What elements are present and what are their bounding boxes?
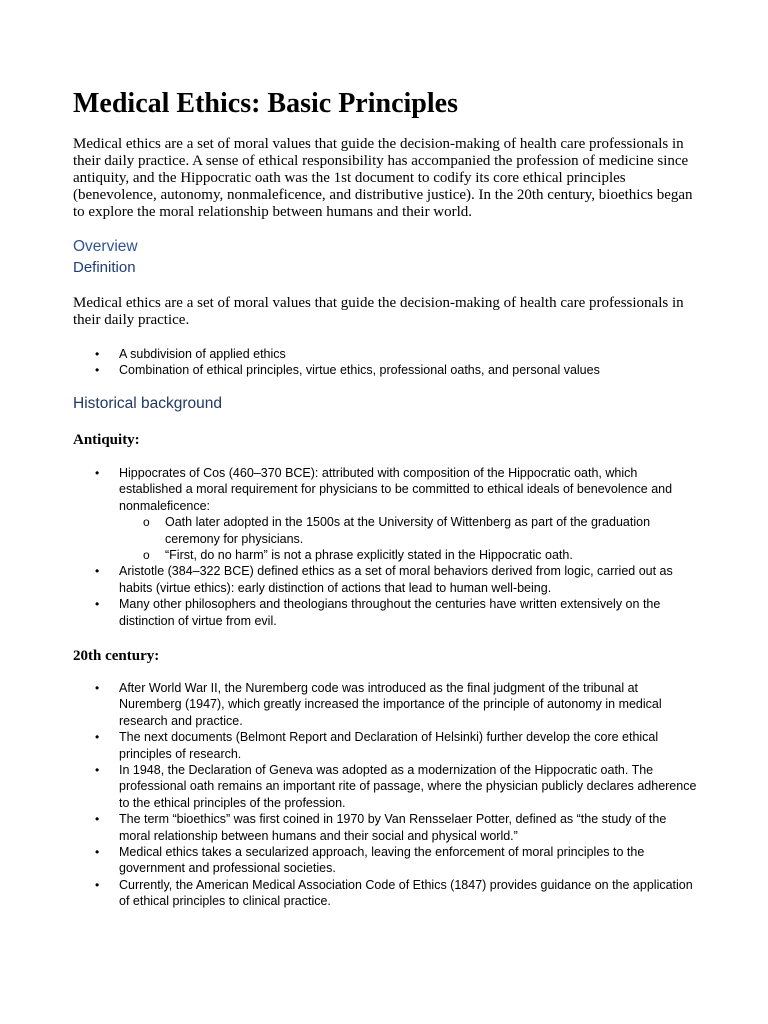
- list-item-text: A subdivision of applied ethics: [119, 347, 286, 361]
- list-item: [73, 729, 698, 762]
- list-item: [73, 362, 698, 378]
- twentieth-century-heading: 20th century:: [73, 648, 160, 664]
- bullet-icon: •: [95, 347, 100, 361]
- list-item-text: Many other philosophers and theologians throughout the centuries have written extensively on the distinction of virtue from evil.: [119, 597, 661, 628]
- bullet-icon: •: [95, 812, 100, 827]
- list-item-text: The term “bioethics” was first coined in 1970 by Van Rensselaer Potter, defined as “the study of the moral relationship between humans and their social and physical world.”: [119, 812, 667, 843]
- definition-list: [73, 346, 698, 379]
- definition-heading: Definition: [73, 259, 136, 276]
- list-item-text: Aristotle (384–322 BCE) defined ethics as a set of moral behaviors derived from logic, carried out as habits (virtue ethics): early distinction of actions that lead to human well-being.: [119, 564, 673, 595]
- sub-list-item: [119, 514, 698, 547]
- list-item: [73, 762, 698, 811]
- list-item-text: The next documents (Belmont Report and Declaration of Helsinki) further develop the core ethical principles of research.: [119, 730, 659, 761]
- antiquity-heading: Antiquity:: [73, 432, 140, 448]
- list-item-text: Currently, the American Medical Association Code of Ethics (1847) provides guidance on the application of ethical principles to clinical practice.: [119, 877, 693, 909]
- bullet-icon: •: [95, 564, 100, 579]
- list-item-text: In 1948, the Declaration of Geneva was adopted as a modernization of the Hippocratic oath. The professional oath remains an important rite of passage, where the physician publicly declares adherence to the ethical principles of the profession.: [119, 763, 697, 810]
- list-item-text: Medical ethics takes a secularized approach, leaving the enforcement of moral principles to the government and professional societies.: [119, 845, 645, 876]
- list-item-text: Hippocrates of Cos (460–370 BCE): attributed with composition of the Hippocratic oath, which established a moral requirement for physicians to be committed to ethical ideals of benevolence and nonmaleficence:: [119, 466, 673, 513]
- twentieth-century-list: [73, 680, 698, 910]
- historical-background-heading: Historical background: [73, 395, 223, 412]
- list-item: [73, 596, 698, 629]
- overview-heading: Overview: [73, 238, 138, 255]
- antiquity-sublist: [119, 514, 698, 563]
- sub-bullet-icon: o: [143, 548, 150, 563]
- sub-list-item-text: Oath later adopted in the 1500s at the University of Wittenberg as part of the graduation ceremony for physicians.: [165, 515, 651, 546]
- bullet-icon: •: [95, 877, 100, 892]
- definition-paragraph: Medical ethics are a set of moral values that guide the decision-making of health care professionals in their daily practice.: [73, 295, 684, 328]
- bullet-icon: •: [95, 363, 100, 378]
- antiquity-list: [73, 465, 698, 629]
- bullet-icon: •: [95, 763, 100, 778]
- list-item: [73, 563, 698, 596]
- list-item: [73, 877, 698, 910]
- list-item: [73, 346, 698, 362]
- bullet-icon: •: [95, 845, 100, 860]
- list-item: [73, 465, 698, 563]
- bullet-icon: •: [95, 730, 100, 745]
- sub-list-item: [119, 547, 698, 563]
- list-item-text: After World War II, the Nuremberg code was introduced as the final judgment of the tribunal at Nuremberg (1947), which greatly increased the importance of the principle of autonomy in medical research and practice.: [119, 681, 662, 728]
- sub-bullet-icon: o: [143, 515, 150, 530]
- bullet-icon: •: [95, 466, 100, 480]
- list-item: [73, 844, 698, 877]
- document-title: Medical Ethics: Basic Principles: [73, 88, 458, 119]
- list-item-text: Combination of ethical principles, virtue ethics, professional oaths, and personal values: [119, 363, 600, 378]
- sub-list-item-text: “First, do no harm” is not a phrase explicitly stated in the Hippocratic oath.: [165, 548, 573, 563]
- bullet-icon: •: [95, 681, 100, 695]
- list-item: [73, 811, 698, 844]
- bullet-icon: •: [95, 597, 100, 612]
- list-item: [73, 680, 698, 729]
- intro-paragraph: Medical ethics are a set of moral values that guide the decision-making of health care professionals in their daily practice. A sense of ethical responsibility has accompanied the profession of medicine since antiquity, and the Hippocratic oath was the 1st document to codify its core ethical principles (benevolence, autonomy, nonmaleficence, and distributive justice). In the 20th century, bioethics began to explore the moral relationship between humans and their world.: [73, 136, 693, 220]
